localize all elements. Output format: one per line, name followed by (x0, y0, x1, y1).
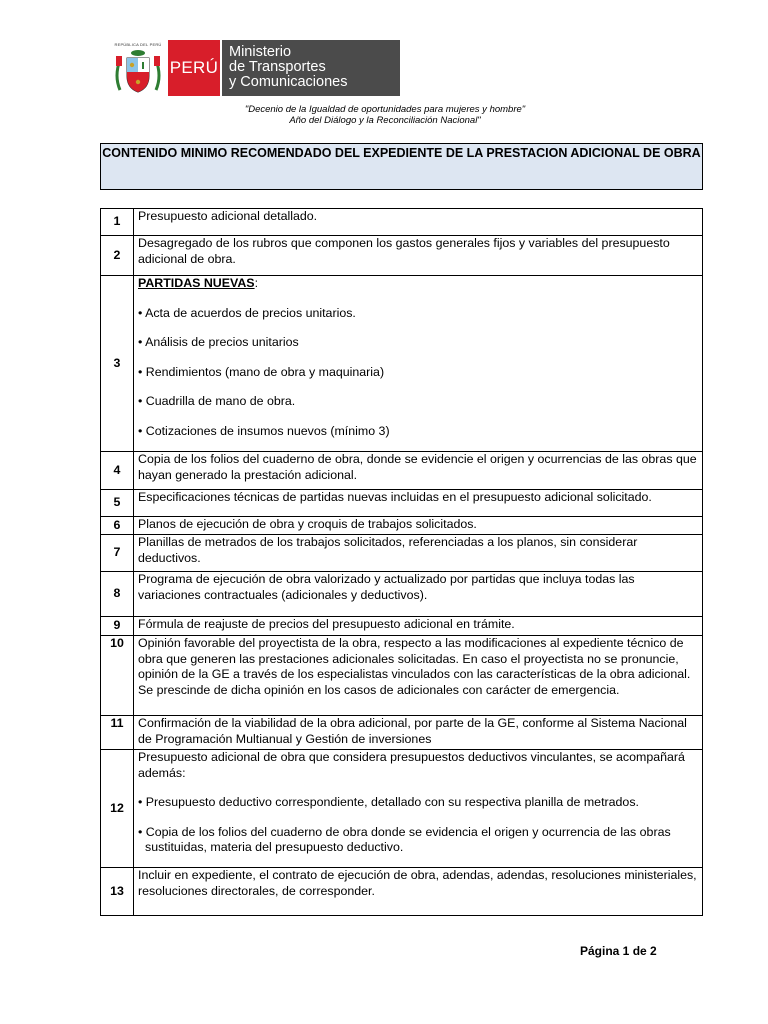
ministry-logo (110, 38, 400, 98)
list-item: • Copia de los folios del cuaderno de obra donde se evidencia el origen y ocurrencia de las obras sustituidas, materia del presupuesto deductivo. (138, 824, 671, 854)
table-row (101, 868, 703, 916)
list-item: • Presupuesto deductivo correspondiente, detallado con su respectiva planilla de metrados. (138, 795, 639, 809)
requirements-table (100, 208, 703, 916)
table-row (101, 716, 703, 750)
list-item: • Cotizaciones de insumos nuevos (mínimo 3) (138, 423, 390, 438)
table-row (101, 636, 703, 716)
table-row (101, 535, 703, 572)
row-number: 7 (101, 535, 134, 572)
table-row (101, 209, 703, 236)
list-item: • Análisis de precios unitarios (138, 335, 299, 349)
partidas-heading-text: PARTIDAS NUEVAS (138, 276, 255, 290)
list-item: • Rendimientos (mano de obra y maquinaria) (138, 364, 385, 379)
row-content (134, 750, 703, 868)
row-text: Planos de ejecución de obra y croquis de trabajos solicitados. (134, 517, 703, 535)
row-text: Desagregado de los rubros que componen los gastos generales fijos y variables del presupuesto adicional de obra. (134, 236, 703, 276)
partidas-heading (138, 276, 258, 290)
row-text: Confirmación de la viabilidad de la obra adicional, por parte de la GE, conforme al Sistema Nacional de Programación Multianual y Gestión de inversiones (134, 716, 703, 750)
table-row (101, 452, 703, 490)
row-text: Planillas de metrados de los trabajos solicitados, referenciadas a los planos, sin considerar deductivos. (134, 535, 703, 572)
row-number: 12 (101, 750, 134, 868)
row-number: 2 (101, 236, 134, 276)
table-row (101, 572, 703, 617)
row-number: 9 (101, 617, 134, 636)
row-number: 11 (101, 716, 134, 750)
table-row (101, 236, 703, 276)
row-number: 3 (101, 276, 134, 452)
list-item: • Cuadrilla de mano de obra. (138, 394, 296, 408)
peru-label: PERÚ (168, 40, 220, 96)
row-text: Incluir en expediente, el contrato de ejecución de obra, adendas, adendas, resoluciones ministeriales, resoluciones directorales, de corresponder. (134, 868, 703, 916)
row-number: 10 (101, 636, 134, 716)
table-row (101, 490, 703, 517)
row-number: 13 (101, 868, 134, 916)
row-content (134, 276, 703, 452)
row-number: 6 (101, 517, 134, 535)
motto-line-1: "Decenio de la Igualdad de oportunidades para mujeres y hombre" (244, 104, 526, 115)
table-row (101, 750, 703, 868)
row-text: Opinión favorable del proyectista de la obra, respecto a las modificaciones al expediente técnico de obra que generen las prestaciones adicionales solicitadas. En caso el proyectista no se pronuncie, opinión de la GE a través de los especialistas vinculados con las características de la obra adicional. Se prescinde de dicha opinión en los casos de adicionales con carácter de emergencia. (134, 636, 703, 716)
row-text: Programa de ejecución de obra valorizado y actualizado por partidas que incluya todas las variaciones contractuales (adicionales y deductivos). (134, 572, 703, 617)
motto (190, 104, 580, 126)
row-number: 4 (101, 452, 134, 490)
row-text: Presupuesto adicional detallado. (134, 209, 703, 236)
row-intro: Presupuesto adicional de obra que considera presupuestos deductivos vinculantes, se acompañará además: (138, 750, 685, 780)
motto-line-2: Año del Diálogo y la Reconciliación Nacional" (289, 115, 481, 126)
table-row (101, 276, 703, 452)
document-title: CONTENIDO MINIMO RECOMENDADO DEL EXPEDIENTE DE LA PRESTACION ADICIONAL DE OBRA (100, 143, 703, 190)
row-text: Copia de los folios del cuaderno de obra, donde se evidencie el origen y ocurrencias de las obras que hayan generado la prestación adicional. (134, 452, 703, 490)
row-number: 8 (101, 572, 134, 617)
partidas-heading-suffix: : (254, 276, 259, 290)
list-item: • Acta de acuerdos de precios unitarios. (138, 305, 356, 320)
ministry-line-2: de Transportes (229, 59, 326, 75)
row-number: 1 (101, 209, 134, 236)
shield-caption: REPÚBLICA DEL PERÚ (114, 42, 162, 47)
table-row (101, 517, 703, 535)
ministry-line-3: y Comunicaciones (229, 74, 348, 90)
ministry-name (222, 40, 400, 96)
row-text: Fórmula de reajuste de precios del presupuesto adicional en trámite. (134, 617, 703, 636)
coat-of-arms-icon (110, 38, 166, 98)
row-number: 5 (101, 490, 134, 517)
row-text: Especificaciones técnicas de partidas nuevas incluidas en el presupuesto adicional solicitado. (134, 490, 703, 517)
ministry-line-1: Ministerio (229, 44, 292, 60)
table-row (101, 617, 703, 636)
page-number: Página 1 de 2 (580, 944, 657, 958)
